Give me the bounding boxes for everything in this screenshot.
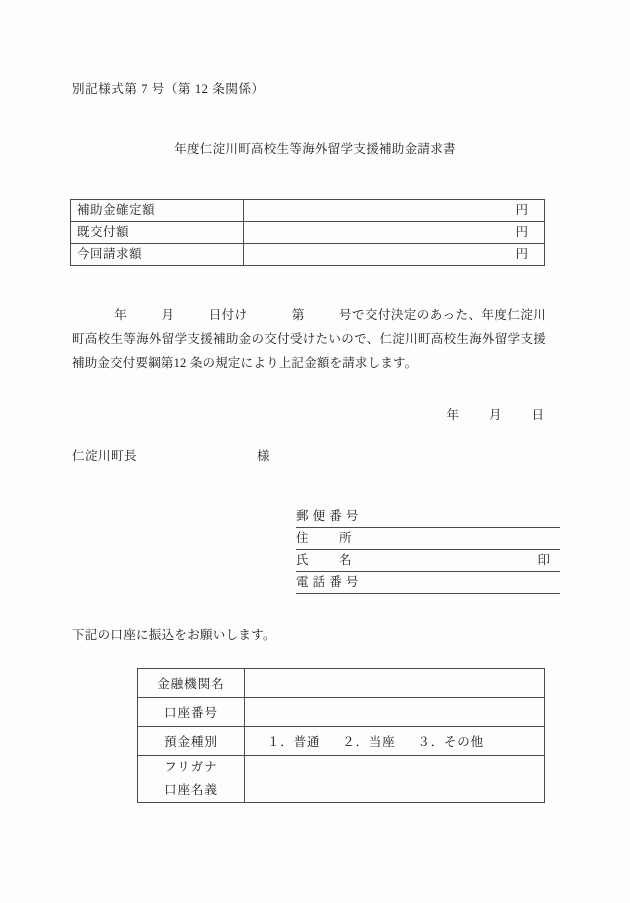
bank-institution-input[interactable] <box>245 669 545 698</box>
address-label <box>296 528 374 548</box>
date-day-label: 日 <box>531 408 544 422</box>
amount-value-confirmed[interactable] <box>244 200 545 222</box>
table-row <box>71 200 545 222</box>
body-month-label: 月 <box>161 308 175 322</box>
phone-label: 電 話 番 号 <box>296 575 359 589</box>
deposit-type-option-other[interactable]: ３．その他 <box>417 735 484 749</box>
table-row <box>138 698 545 727</box>
bank-account-number-label: 口座番号 <box>138 698 245 727</box>
date-month-label: 月 <box>488 408 502 422</box>
amount-unit: 円 <box>515 247 528 261</box>
addressee-name: 仁淀川町長 <box>72 449 138 463</box>
table-row <box>71 244 545 266</box>
body-paragraph <box>72 303 546 375</box>
amount-label-confirmed: 補助金確定額 <box>71 200 244 222</box>
seal-mark-icon: 印 <box>537 553 550 567</box>
postal-code-label: 郵 便 番 号 <box>296 509 359 523</box>
deposit-type-options <box>245 727 545 756</box>
submission-date-line <box>0 405 630 423</box>
name-label-text2: 名 <box>339 553 353 567</box>
applicant-block <box>296 506 560 594</box>
form-number: 別記様式第 7 号（第 12 条関係） <box>72 82 265 96</box>
phone-row <box>296 572 560 594</box>
name-label <box>296 550 374 570</box>
body-number-prefix: 第 <box>291 308 305 322</box>
page-title: 年度仁淀川町高校生等海外留学支援補助金請求書 <box>174 142 456 156</box>
address-label-text2: 所 <box>339 531 353 545</box>
account-holder-input[interactable] <box>245 756 545 803</box>
table-row <box>138 756 545 803</box>
body-line-2: 外留学支援補助金の交付受けたいので、仁淀川町高校生海外留学支援補助金交付要綱第 <box>72 332 547 370</box>
amount-unit: 円 <box>515 203 528 217</box>
table-row <box>138 727 545 756</box>
deposit-type-label: 預金種別 <box>138 727 245 756</box>
date-year-label: 年 <box>446 408 459 422</box>
account-holder-label <box>138 756 245 803</box>
amount-unit: 円 <box>515 225 528 239</box>
postal-code-row <box>296 506 560 528</box>
body-number-suffix: 号で交付決定のあった、年度仁淀川町高校生等海 <box>72 308 546 346</box>
amount-value-already-paid[interactable] <box>244 222 545 244</box>
name-row <box>296 550 560 572</box>
amount-label-current-claim: 今回請求額 <box>71 244 244 266</box>
bank-account-table <box>137 668 545 803</box>
body-year-label: 年 <box>114 308 128 322</box>
account-holder-name-label: 口座名義 <box>163 783 218 797</box>
addressee-honorific: 様 <box>257 449 271 463</box>
name-label-text: 氏 <box>296 553 310 567</box>
amount-label-already-paid: 既交付額 <box>71 222 244 244</box>
table-row <box>71 222 545 244</box>
deposit-type-option-ordinary[interactable]: １．普通 <box>267 735 321 749</box>
body-day-label: 日付け <box>208 308 248 322</box>
amount-table <box>70 199 545 266</box>
account-holder-furigana-label: フリガナ <box>164 760 218 774</box>
address-row <box>296 528 560 550</box>
table-row <box>138 669 545 698</box>
addressee-line <box>72 446 270 464</box>
bank-account-number-input[interactable] <box>245 698 545 727</box>
bank-transfer-note: 下記の口座に振込をお願いします。 <box>72 628 276 642</box>
body-line-3: 12 条の規定により上記金額を請求します。 <box>173 356 418 370</box>
deposit-type-option-current[interactable]: ２．当座 <box>342 735 396 749</box>
address-label-text: 住 <box>296 531 310 545</box>
bank-institution-label: 金融機関名 <box>138 669 245 698</box>
amount-value-current-claim[interactable] <box>244 244 545 266</box>
